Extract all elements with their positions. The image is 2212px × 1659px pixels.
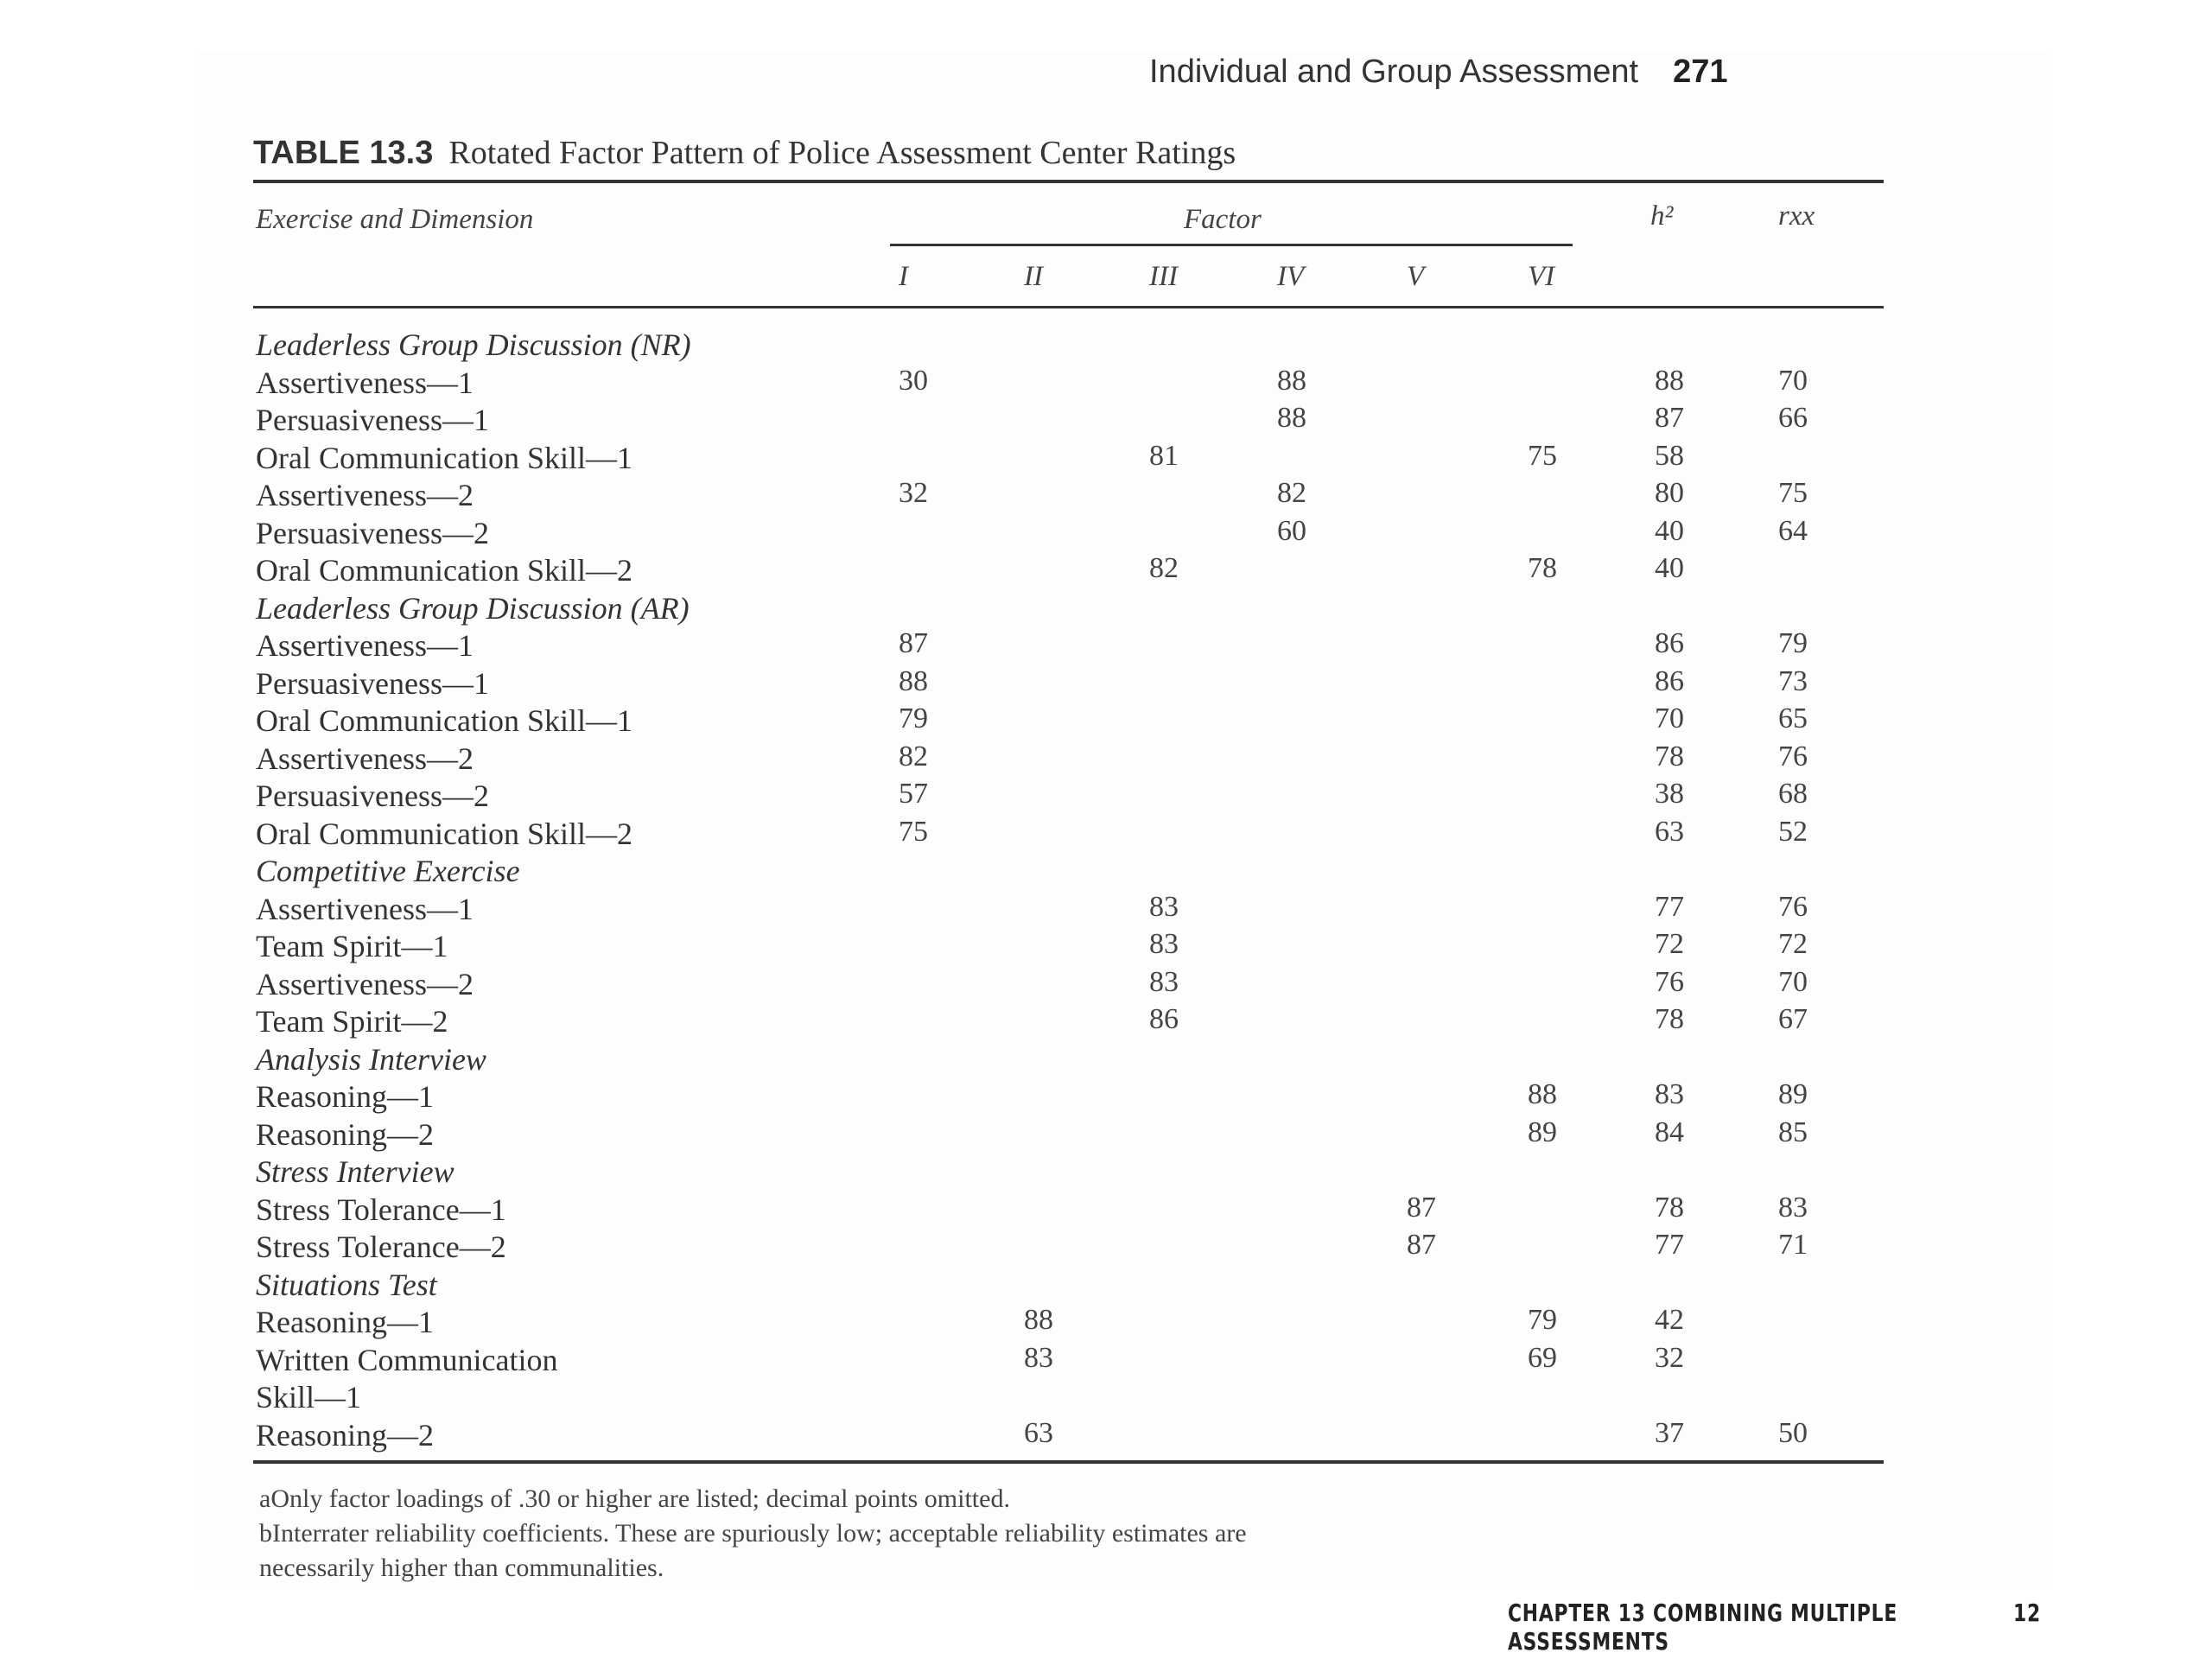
rxx-value: 64 [1778,514,1808,547]
row-label: Assertiveness—1 [256,628,474,663]
section-heading: Leaderless Group Discussion (NR) [256,327,691,362]
h2-value: 77 [1655,890,1684,923]
row-label: Team Spirit—2 [256,1004,448,1039]
rxx-value: 52 [1778,815,1808,848]
factor-loading-II: 63 [1024,1416,1053,1449]
footnote: aOnly factor loadings of .30 or higher are listed; decimal points omitted. [259,1484,1010,1513]
factor-loading-III: 86 [1149,1003,1179,1035]
section-heading: Situations Test [256,1267,437,1302]
row-label: Team Spirit—1 [256,929,448,963]
factor-loading-II: 83 [1024,1341,1053,1374]
factor-loading-II: 88 [1024,1304,1053,1336]
h2-value: 38 [1655,778,1684,810]
footnote: bInterrater reliability coefficients. These are spuriously low; acceptable reliability estimates are [259,1519,1247,1548]
row-label: Persuasiveness—2 [256,515,489,550]
section-heading: Leaderless Group Discussion (AR) [256,590,690,626]
factor-span-rule [890,244,1573,246]
rxx-value: 76 [1778,740,1808,772]
top-rule [253,180,1884,183]
factor-loading-V: 87 [1407,1229,1436,1261]
factor-header-IV: IV [1277,261,1305,292]
factor-loading-I: 82 [899,740,928,772]
h2-value: 78 [1655,1191,1684,1224]
footer-page-number: 12 [2013,1599,2041,1627]
factor-loading-IV: 88 [1277,402,1306,434]
rxx-value: 75 [1778,477,1808,509]
factor-loading-I: 88 [899,664,928,697]
rxx-value: 73 [1778,664,1808,697]
h2-value: 70 [1655,702,1684,734]
factor-header-III: III [1149,261,1178,292]
rxx-value: 65 [1778,702,1808,734]
running-head-page-number: 271 [1673,54,1728,90]
h2-value: 42 [1655,1304,1684,1336]
header-factor: Factor [1184,204,1262,235]
h2-value: 88 [1655,364,1684,397]
row-label: Assertiveness—2 [256,478,474,512]
factor-loading-I: 87 [899,627,928,659]
h2-value: 80 [1655,477,1684,509]
factor-loading-III: 83 [1149,928,1179,960]
h2-value: 86 [1655,664,1684,697]
factor-loading-VI: 78 [1528,552,1557,584]
running-head-text: Individual and Group Assessment [1149,54,1639,90]
rxx-value: 76 [1778,890,1808,923]
row-label: Oral Communication Skill—1 [256,703,632,738]
footer-chapter: CHAPTER 13 COMBINING MULTIPLE ASSESSMENTS [1508,1599,1898,1656]
h2-value: 76 [1655,965,1684,998]
h2-value: 84 [1655,1116,1684,1148]
h2-value: 83 [1655,1078,1684,1110]
rxx-value: 85 [1778,1116,1808,1148]
footer-page-number-box [2013,1599,2041,1627]
factor-loading-V: 87 [1407,1191,1436,1224]
h2-value: 78 [1655,1003,1684,1035]
page-footer [1508,1599,2057,1656]
rxx-value: 67 [1778,1003,1808,1035]
rxx-value: 68 [1778,778,1808,810]
rxx-value: 70 [1778,364,1808,397]
factor-loading-IV: 88 [1277,364,1306,397]
rxx-value: 72 [1778,928,1808,960]
row-label: Written Communication [256,1342,558,1377]
factor-loading-VI: 75 [1528,439,1557,472]
header-h2: h² [1650,200,1674,232]
h2-value: 40 [1655,514,1684,547]
factor-loading-III: 83 [1149,890,1179,923]
row-label: Assertiveness—1 [256,365,474,400]
row-label: Oral Communication Skill—1 [256,440,632,475]
bottom-rule [253,1460,1884,1464]
h2-value: 32 [1655,1341,1684,1374]
rxx-value: 50 [1778,1416,1808,1449]
factor-loading-VI: 89 [1528,1116,1557,1148]
row-label: Persuasiveness—1 [256,665,489,701]
factor-header-VI: VI [1528,261,1555,292]
h2-value: 72 [1655,928,1684,960]
rxx-value: 71 [1778,1229,1808,1261]
h2-value: 40 [1655,552,1684,584]
rxx-value: 66 [1778,402,1808,434]
factor-loading-III: 83 [1149,965,1179,998]
h2-value: 86 [1655,627,1684,659]
factor-loading-VI: 69 [1528,1341,1557,1374]
table-label: TABLE 13.3 [253,135,434,171]
row-label: Assertiveness—2 [256,741,474,776]
table-title [253,134,1236,172]
row-label: Persuasiveness—1 [256,403,489,437]
row-label: Reasoning—2 [256,1116,434,1152]
row-label: Reasoning—2 [256,1417,434,1452]
section-heading: Competitive Exercise [256,854,520,888]
header-bottom-rule [253,306,1884,308]
row-label: Stress Tolerance—2 [256,1230,506,1264]
h2-value: 77 [1655,1229,1684,1261]
rxx-value: 83 [1778,1191,1808,1224]
factor-loading-III: 82 [1149,552,1179,584]
h2-value: 63 [1655,815,1684,848]
factor-loading-I: 75 [899,815,928,848]
row-label: Assertiveness—2 [256,966,474,1001]
h2-value: 87 [1655,402,1684,434]
factor-loading-IV: 82 [1277,477,1306,509]
factor-loading-VI: 88 [1528,1078,1557,1110]
row-label: Oral Communication Skill—2 [256,553,632,588]
factor-loading-I: 79 [899,702,928,734]
row-label: Skill—1 [256,1380,362,1414]
section-heading: Stress Interview [256,1154,454,1189]
factor-loading-III: 81 [1149,439,1179,472]
factor-header-V: V [1407,261,1425,292]
header-exercise-dimension: Exercise and Dimension [256,204,534,235]
table-caption: Rotated Factor Pattern of Police Assessment Center Ratings [448,135,1236,171]
h2-value: 37 [1655,1416,1684,1449]
factor-header-II: II [1024,261,1043,292]
factor-loading-VI: 79 [1528,1304,1557,1336]
row-label: Stress Tolerance—1 [256,1192,506,1227]
factor-loading-I: 32 [899,477,928,509]
factor-loading-I: 30 [899,364,928,397]
rxx-value: 70 [1778,965,1808,998]
row-label: Reasoning—1 [256,1079,434,1114]
h2-value: 78 [1655,740,1684,772]
h2-value: 58 [1655,439,1684,472]
running-head [1149,54,1728,91]
rxx-value: 79 [1778,627,1808,659]
section-heading: Analysis Interview [256,1041,486,1077]
row-label: Persuasiveness—2 [256,779,489,813]
footnote: necessarily higher than communalities. [259,1554,664,1582]
header-rxx: rxx [1778,200,1815,232]
rxx-value: 89 [1778,1078,1808,1110]
factor-loading-I: 57 [899,778,928,810]
row-label: Assertiveness—1 [256,891,474,926]
factor-loading-IV: 60 [1277,514,1306,547]
row-label: Oral Communication Skill—2 [256,816,632,851]
factor-header-I: I [899,261,908,292]
row-label: Reasoning—1 [256,1305,434,1339]
